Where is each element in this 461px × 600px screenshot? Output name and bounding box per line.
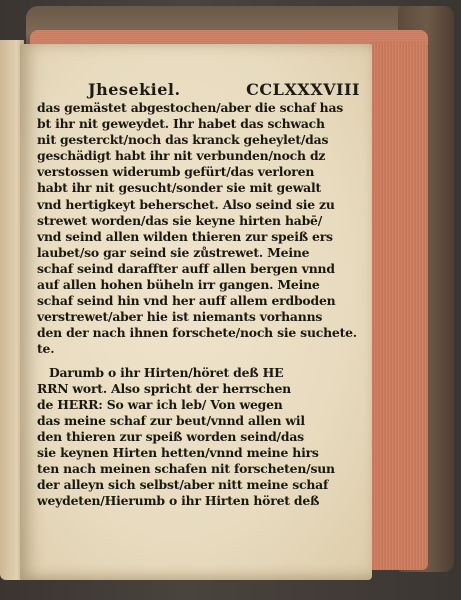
text-line: RRN wort. Also spricht der herrschen xyxy=(37,380,291,396)
text-line: weydeten/Hierumb o ihr Hirten höret deß xyxy=(37,493,320,509)
text-line: das gemästet abgestochen/aber die schaf has xyxy=(37,100,344,115)
text-line: das meine schaf zur beut/vnnd allen wil xyxy=(37,412,305,428)
text-line: vnd hertigkeyt beherschet. Also seind sie zu xyxy=(37,196,335,212)
text-line: vnd seind allen wilden thieren zur speiß ers xyxy=(37,228,333,244)
text-block xyxy=(37,100,363,509)
text-line: geschädigt habt ihr nit verbunden/noch dz xyxy=(37,148,326,164)
text-line: ten nach meinen schafen nit forscheten/sun xyxy=(37,461,335,477)
text-line: den thieren zur speiß worden seind/das xyxy=(37,428,304,444)
text-line: nit gesterckt/noch das kranck geheylet/das xyxy=(37,132,329,148)
text-line: auf allen hohen büheln irr gangen. Meine xyxy=(37,277,320,293)
text-line: laubet/so gar seind sie zůstrewet. Meine xyxy=(37,244,310,260)
text-line: verstossen widerumb gefürt/das verloren xyxy=(37,164,315,180)
paragraph-1 xyxy=(37,100,363,358)
text-line: habt ihr nit gesucht/sonder sie mit gewalt xyxy=(37,180,322,196)
paragraph-gap xyxy=(37,358,363,365)
text-line: den der nach ihnen forschete/noch sie suchete. xyxy=(37,325,357,341)
text-line: bt ihr nit geweydet. Ihr habet das schwach xyxy=(37,116,325,132)
text-line: schaf seind daraffter auff allen bergen vnnd xyxy=(37,260,335,276)
paragraph-2 xyxy=(37,365,363,510)
text-line: te. xyxy=(37,341,55,357)
text-line: sie keynen Hirten hetten/vnnd meine hirs xyxy=(37,444,319,460)
text-line: der alleyn sich selbst/aber nitt meine schaf xyxy=(37,477,329,493)
text-line: de HERR: So war ich leb/ Von wegen xyxy=(37,396,283,412)
text-line: verstrewet/aber hie ist niemants vorhanns xyxy=(37,309,323,325)
text-line: strewet worden/das sie keyne hirten habē/ xyxy=(37,212,323,228)
running-title: Jhesekiel. xyxy=(88,80,181,99)
text-line: schaf seind hin vnd her auff allem erdboden xyxy=(37,293,336,309)
folio-number: CCLXXXVIII xyxy=(246,80,360,99)
text-line: Darumb o ihr Hirten/höret deß HE xyxy=(49,364,284,380)
page-edges-right xyxy=(368,42,428,570)
